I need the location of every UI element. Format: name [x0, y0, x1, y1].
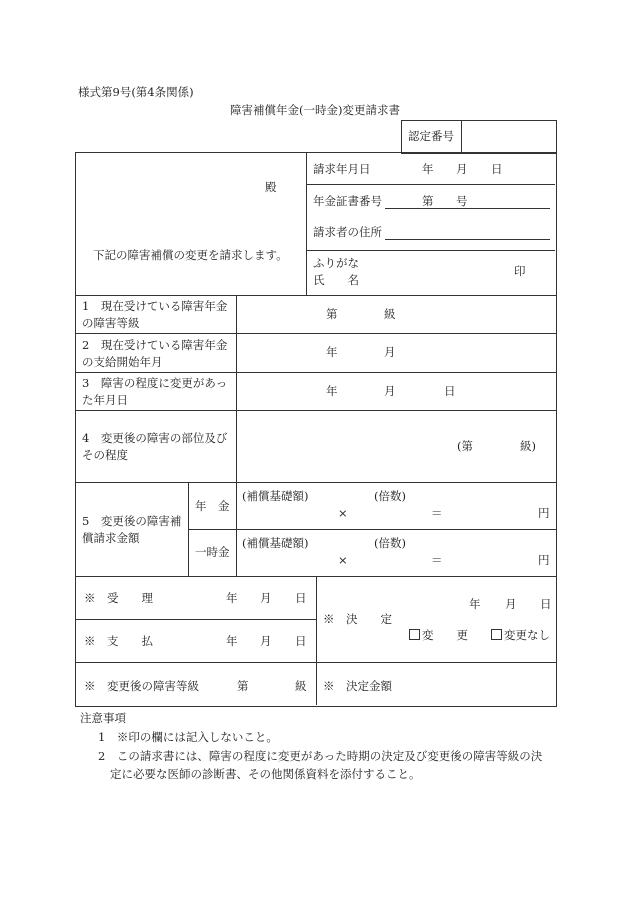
lump-sum-label: 一時金 — [195, 545, 230, 559]
note-1: 1 ※印の欄には記入しないこと。 — [98, 730, 278, 744]
row2-label: 2 現在受けている障害年金の支給開始年月 — [82, 338, 228, 369]
notes-title: 注意事項 — [80, 711, 126, 725]
no-change-option[interactable]: 変更なし — [491, 629, 550, 642]
pension-cert-underline — [385, 208, 550, 209]
row4-label: 4 変更後の障害の部位及びその程度 — [82, 431, 228, 462]
form-number: 様式第9号(第4条関係) — [78, 85, 194, 99]
decided-amount-label: ※ 決定金額 — [323, 679, 392, 693]
seal-mark: 印 — [514, 264, 526, 278]
row5-label: 5 変更後の障害補償請求金額 — [82, 514, 182, 545]
payment-label: ※ 支 払 — [84, 634, 153, 648]
no-change-checkbox[interactable] — [491, 629, 502, 640]
address-underline — [385, 239, 550, 240]
new-grade-label: ※ 変更後の障害等級 — [84, 679, 199, 693]
receipt-label: ※ 受 理 — [84, 591, 153, 605]
note-2-line1: 2 この請求書には、障害の程度に変更があった時期の決定及び変更後の障害等級の決 — [98, 749, 543, 763]
cert-number-label: 認定番号 — [408, 129, 454, 143]
changed-checkbox[interactable] — [409, 629, 420, 640]
pension-label: 年 金 — [195, 499, 230, 513]
note-2-line2: 定に必要な医師の診断書、その他関係資料を添付すること。 — [110, 767, 421, 781]
form-title: 障害補償年金(一時金)変更請求書 — [230, 103, 400, 117]
row3-label: 3 障害の程度に変更があった年月日 — [82, 376, 228, 407]
changed-option[interactable]: 変 更 — [409, 629, 468, 642]
name-label: 氏 名 — [313, 273, 359, 287]
request-date-label: 請求年月日 — [313, 162, 371, 176]
addressee-suffix: 殿 — [265, 180, 277, 194]
form-page: 様式第9号(第4条関係) 障害補償年金(一時金)変更請求書 認定番号 殿 下記の障害補償の変更を請求します。 請求年月日 年 月 日 年金証書番号 第 号 請求者の住所 ふりがな 氏 名 印 1 現在受けている障害年金の障害等級 第 級 2 現在受けている障害年金の支給開始年月 年 月 3 障害の程度に変更があった年月日 年 月 日 4 変更後の障害の部位及びその程度 (第 級) 5 変更後の障害補償請求金額 年 金 (補償基礎額) (倍数) × ＝ 円 一時金 (補償基礎額) (倍数) × ＝ 円 ※ 受 理 年 月 日 ※ 支 払 年 月 日 ※ 決 定 年 月 日 変 更 変更なし ※ 変更後の障害等級 第 級 ※ 決定金額 注意事項 1 ※印の欄には記入しないこと。 2 この請求書には、障害の程度に変更があった時期の決定及び変更後の障害等級の決 定に必要な医師の診断書、その他関係資料を添付すること。 — [0, 0, 630, 915]
pension-cert-label: 年金証書番号 — [313, 194, 382, 208]
address-label: 請求者の住所 — [313, 225, 382, 239]
row1-label: 1 現在受けている障害年金の障害等級 — [82, 299, 228, 330]
request-statement: 下記の障害補償の変更を請求します。 — [93, 248, 288, 262]
decision-label: ※ 決 定 — [323, 612, 392, 626]
furigana-label: ふりがな — [313, 256, 359, 270]
